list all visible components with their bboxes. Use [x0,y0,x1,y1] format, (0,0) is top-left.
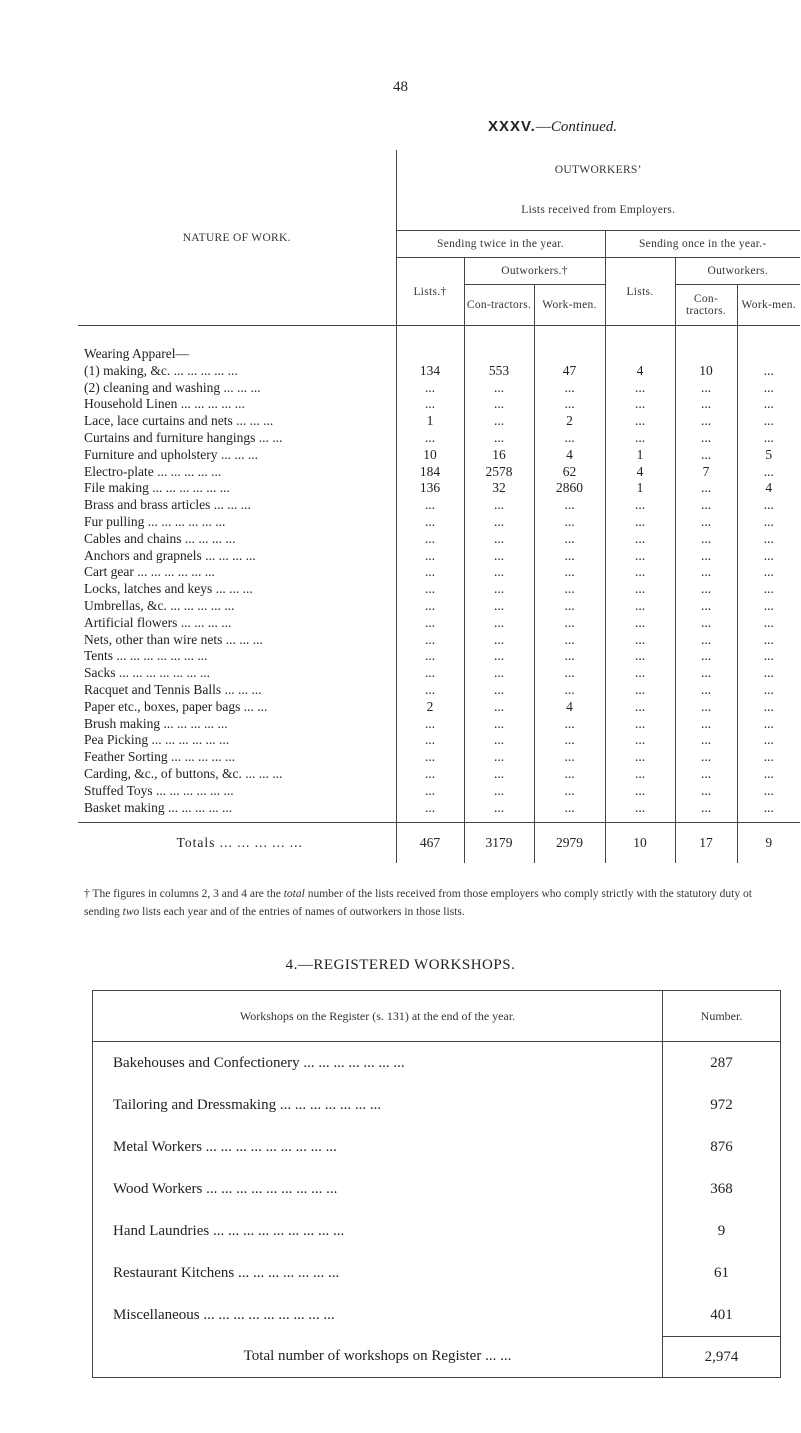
table-row [78,480,800,497]
work-nature-cell: Furniture and upholstery ... ... ... [78,447,396,464]
value-cell: ... [534,732,605,749]
workshop-type-cell: Bakehouses and Confectionery ... ... ... ... ... ... ... [93,1042,663,1085]
table-row [78,699,800,716]
value-cell: ... [763,413,774,429]
workshop-number-cell: 876 [663,1126,781,1168]
totals-cell: 467 [396,823,464,864]
workshop-type-cell: Hand Laundries ... ... ... ... ... ... ... ... ... [93,1210,663,1252]
work-nature-cell: Basket making ... ... ... ... ... [78,800,396,817]
table-row [78,682,800,699]
workshops-total-label: Total number of workshops on Register ... ... [93,1337,663,1378]
totals-cell: 3179 [464,823,534,864]
footnote-text: † The figures in columns 2, 3 and 4 are the [84,888,284,900]
footnote-emphasis: two [122,906,140,918]
value-cell: 10 [396,447,464,464]
value-cell: ... [464,380,534,397]
value-cell: ... [763,782,774,798]
workshops-total-row [93,1337,781,1378]
value-cell: ... [763,379,774,395]
value-cell: ... [464,699,534,716]
value-cell: ... [675,564,737,581]
value-cell: ... [675,648,737,665]
value-cell: ... [763,665,774,681]
value-cell: ... [464,531,534,548]
table-row [78,346,800,363]
table-row [78,413,800,430]
workshop-row [93,1126,781,1168]
once-contractors-header: Con-tractors. [675,285,737,326]
table-row [78,380,800,397]
value-cell: ... [763,648,774,664]
value-cell: ... [605,682,675,699]
value-cell: ... [534,531,605,548]
value-cell: ... [675,480,737,497]
continued-label: Continued. [550,119,618,135]
once-outworkers-header: Outworkers. [675,258,800,285]
value-cell: 4 [534,699,605,716]
work-nature-cell: Umbrellas, &c. ... ... ... ... ... [78,598,396,615]
workshop-number-cell: 401 [663,1294,781,1337]
value-cell: ... [763,581,774,597]
work-nature-cell: Paper etc., boxes, paper bags ... ... [78,699,396,716]
value-cell: ... [675,699,737,716]
value-cell: ... [396,783,464,800]
value-cell: ... [605,632,675,649]
value-cell [675,346,737,363]
work-nature-cell: Pea Picking ... ... ... ... ... ... [78,732,396,749]
value-cell: ... [534,548,605,565]
table-row [78,497,800,514]
workshops-desc-header: Workshops on the Register (s. 131) at the end of the year. [93,991,663,1042]
value-cell: ... [396,800,464,817]
value-cell: ... [534,615,605,632]
value-cell: ... [534,665,605,682]
value-cell: ... [605,548,675,565]
work-nature-cell: Locks, latches and keys ... ... ... [78,581,396,598]
value-cell: ... [396,497,464,514]
work-nature-cell: Tents ... ... ... ... ... ... ... [78,648,396,665]
value-cell: 2 [396,699,464,716]
table-row [78,766,800,783]
value-cell: 16 [464,447,534,464]
value-cell: ... [396,581,464,598]
value-cell: ... [534,380,605,397]
value-cell: 1 [605,447,675,464]
value-cell: ... [396,749,464,766]
work-nature-cell: Brass and brass articles ... ... ... [78,497,396,514]
table-row [78,363,800,380]
value-cell: ... [605,581,675,598]
workshop-row [93,1294,781,1337]
value-cell: ... [763,715,774,731]
value-cell: ... [675,766,737,783]
value-cell: ... [396,716,464,733]
table-row [78,615,800,632]
col-nature-header: NATURE OF WORK. [78,150,396,326]
value-cell: ... [464,564,534,581]
totals-row [78,823,800,864]
work-nature-cell: Nets, other than wire nets ... ... ... [78,632,396,649]
value-cell: ... [605,732,675,749]
value-cell: ... [464,615,534,632]
value-cell: ... [396,766,464,783]
value-cell: 4 [605,363,675,380]
workshop-type-cell: Tailoring and Dressmaking ... ... ... ... ... ... ... [93,1084,663,1126]
value-cell: ... [534,766,605,783]
table-row [78,732,800,749]
outworkers-table-body [78,346,800,816]
value-cell: ... [464,581,534,598]
value-cell: ... [464,682,534,699]
table-row [78,665,800,682]
workshop-row [93,1042,781,1085]
value-cell: ... [763,497,774,513]
value-cell: ... [396,648,464,665]
work-nature-cell: Brush making ... ... ... ... ... [78,716,396,733]
table-row [78,430,800,447]
value-cell: ... [675,581,737,598]
sending-once-header: Sending once in the year.- [605,231,800,258]
lists-received-header: Lists received from Employers. [396,190,800,231]
value-cell: ... [605,800,675,817]
once-workmen-header: Work-men. [737,285,800,326]
table-row [78,648,800,665]
value-cell: ... [763,614,774,630]
page-number: 48 [393,79,408,95]
work-nature-cell: Sacks ... ... ... ... ... ... ... [78,665,396,682]
value-cell: ... [605,430,675,447]
value-cell: ... [605,648,675,665]
value-cell: ... [763,513,774,529]
value-cell: ... [605,783,675,800]
twice-contractors-header: Con-tractors. [464,285,534,326]
value-cell [396,346,464,363]
totals-label: Totals ... ... ... ... ... [78,823,396,864]
value-cell: ... [675,413,737,430]
value-cell: 5 [765,446,773,462]
value-cell: ... [605,716,675,733]
value-cell: ... [534,716,605,733]
table-row [78,396,800,413]
value-cell: ... [534,497,605,514]
value-cell: 2578 [464,464,534,481]
value-cell: 1 [396,413,464,430]
value-cell: 136 [396,480,464,497]
value-cell: ... [396,514,464,531]
table-row [78,581,800,598]
value-cell: ... [464,413,534,430]
value-cell: ... [464,598,534,615]
value-cell: ... [464,497,534,514]
footnote-text: number of the lists received from those employers who comply strictly with the statutory duty ot sending [84,888,752,918]
footnote-emphasis: total [283,888,305,900]
workshop-type-cell: Restaurant Kitchens ... ... ... ... ... ... ... [93,1252,663,1294]
value-cell: 1 [605,480,675,497]
table-row [78,783,800,800]
value-cell: ... [675,783,737,800]
value-cell: ... [605,699,675,716]
continued-heading: XXXV.—Continued. [488,118,618,135]
value-cell: ... [763,362,774,378]
value-cell: ... [534,514,605,531]
workshop-type-cell: Metal Workers ... ... ... ... ... ... ... ... ... [93,1126,663,1168]
value-cell: ... [464,430,534,447]
outworkers-group-header: OUTWORKERS’ [554,164,642,176]
value-cell: ... [675,615,737,632]
value-cell: ... [763,765,774,781]
value-cell: ... [605,497,675,514]
table-row [78,716,800,733]
table-id: XXXV. [488,118,536,135]
twice-outworkers-header: Outworkers.† [464,258,605,285]
work-nature-cell: (1) making, &c. ... ... ... ... ... [78,363,396,380]
value-cell: ... [534,430,605,447]
value-cell: ... [763,429,774,445]
value-cell: ... [605,514,675,531]
workshop-number-cell: 287 [663,1042,781,1085]
value-cell: ... [675,716,737,733]
value-cell: ... [464,783,534,800]
value-cell: ... [534,682,605,699]
value-cell: ... [464,800,534,817]
table-row [78,464,800,481]
workshops-number-header: Number. [663,991,781,1042]
work-nature-cell: Stuffed Toys ... ... ... ... ... ... [78,783,396,800]
value-cell: ... [605,766,675,783]
work-nature-cell: Cart gear ... ... ... ... ... ... [78,564,396,581]
work-nature-cell: (2) cleaning and washing ... ... ... [78,380,396,397]
value-cell: 47 [534,363,605,380]
value-cell: ... [396,632,464,649]
value-cell: ... [534,598,605,615]
table-row [78,749,800,766]
value-cell: ... [396,548,464,565]
twice-lists-header: Lists.† [396,258,464,326]
value-cell: ... [763,547,774,563]
value-cell: ... [675,447,737,464]
value-cell: ... [675,531,737,548]
value-cell: ... [534,632,605,649]
workshop-row [93,1252,781,1294]
totals-cell: 2979 [534,823,605,864]
work-nature-cell: Anchors and grapnels ... ... ... ... [78,548,396,565]
value-cell: ... [464,766,534,783]
value-cell: ... [396,682,464,699]
value-cell: ... [396,564,464,581]
work-nature-cell: Fur pulling ... ... ... ... ... ... [78,514,396,531]
value-cell: ... [763,396,774,412]
value-cell: ... [675,749,737,766]
value-cell: ... [464,716,534,733]
work-nature-cell: Wearing Apparel— [78,346,396,363]
value-cell: ... [675,430,737,447]
value-cell: ... [396,665,464,682]
workshop-number-cell: 61 [663,1252,781,1294]
value-cell: ... [763,631,774,647]
table-row [78,598,800,615]
value-cell: ... [534,396,605,413]
work-nature-cell: Racquet and Tennis Balls ... ... ... [78,682,396,699]
value-cell: 7 [675,464,737,481]
value-cell: ... [605,749,675,766]
value-cell: ... [675,380,737,397]
value-cell: ... [396,430,464,447]
value-cell: ... [763,799,774,815]
work-nature-cell: Electro-plate ... ... ... ... ... [78,464,396,481]
value-cell [737,346,800,363]
value-cell: ... [605,413,675,430]
table-row [78,800,800,817]
value-cell: ... [675,598,737,615]
value-cell: ... [605,531,675,548]
work-nature-cell: File making ... ... ... ... ... ... [78,480,396,497]
value-cell: ... [763,681,774,697]
value-cell: ... [534,749,605,766]
table-row [78,564,800,581]
work-nature-cell: Cables and chains ... ... ... ... [78,531,396,548]
value-cell: ... [396,598,464,615]
value-cell: ... [675,632,737,649]
value-cell: ... [464,514,534,531]
value-cell: ... [534,648,605,665]
value-cell: ... [675,514,737,531]
value-cell: 62 [534,464,605,481]
work-nature-cell: Carding, &c., of buttons, &c. ... ... ... [78,766,396,783]
workshop-row [93,1210,781,1252]
value-cell: ... [605,380,675,397]
table-row [78,447,800,464]
value-cell: 184 [396,464,464,481]
workshop-number-cell: 972 [663,1084,781,1126]
value-cell: ... [464,732,534,749]
table-row [78,632,800,649]
value-cell: ... [763,564,774,580]
value-cell: ... [675,732,737,749]
value-cell: ... [464,648,534,665]
totals-cell: 10 [605,823,675,864]
value-cell: 4 [534,447,605,464]
twice-workmen-header: Work-men. [534,285,605,326]
table-row [78,514,800,531]
value-cell: ... [605,665,675,682]
value-cell: ... [396,380,464,397]
section-title: 4.—REGISTERED WORKSHOPS. [285,957,516,973]
value-cell: ... [605,396,675,413]
table-row [78,531,800,548]
value-cell: ... [534,564,605,581]
workshops-table-body [93,1042,781,1337]
value-cell: 2 [534,413,605,430]
workshop-row [93,1168,781,1210]
workshop-type-cell: Miscellaneous ... ... ... ... ... ... ... ... ... [93,1294,663,1337]
value-cell [464,346,534,363]
value-cell: 4 [605,464,675,481]
work-nature-cell: Household Linen ... ... ... ... ... [78,396,396,413]
value-cell: 134 [396,363,464,380]
value-cell: ... [763,698,774,714]
value-cell: ... [763,597,774,613]
value-cell: ... [675,682,737,699]
value-cell: ... [763,463,774,479]
value-cell [605,346,675,363]
outworkers-table [78,150,800,863]
workshop-row [93,1084,781,1126]
value-cell: ... [605,598,675,615]
value-cell: ... [675,497,737,514]
registered-workshops-table [92,990,781,1378]
work-nature-cell: Artificial flowers ... ... ... ... [78,615,396,632]
work-nature-cell: Feather Sorting ... ... ... ... ... [78,749,396,766]
totals-cell: 9 [737,823,800,864]
value-cell: ... [464,632,534,649]
value-cell: ... [464,749,534,766]
value-cell: ... [763,732,774,748]
value-cell: ... [763,749,774,765]
value-cell: ... [605,564,675,581]
value-cell: ... [464,396,534,413]
once-lists-header: Lists. [605,258,675,326]
workshop-type-cell: Wood Workers ... ... ... ... ... ... ... ... ... [93,1168,663,1210]
value-cell: 2860 [534,480,605,497]
value-cell: ... [675,665,737,682]
totals-cell: 17 [675,823,737,864]
value-cell: ... [396,531,464,548]
value-cell: ... [675,800,737,817]
value-cell: ... [534,800,605,817]
footnote-text: lists each year and of the entries of names of outworkers in those lists. [139,906,465,918]
workshops-total-value: 2,974 [663,1337,781,1378]
value-cell: ... [396,396,464,413]
value-cell: ... [763,530,774,546]
value-cell: ... [464,548,534,565]
workshop-number-cell: 368 [663,1168,781,1210]
table-row [78,548,800,565]
value-cell: ... [396,615,464,632]
workshop-number-cell: 9 [663,1210,781,1252]
value-cell: 4 [765,480,773,496]
work-nature-cell: Curtains and furniture hangings ... ... [78,430,396,447]
value-cell: 553 [464,363,534,380]
value-cell: 32 [464,480,534,497]
value-cell: ... [396,732,464,749]
value-cell: ... [464,665,534,682]
value-cell: ... [675,396,737,413]
sending-twice-header: Sending twice in the year. [396,231,605,258]
value-cell: ... [605,615,675,632]
work-nature-cell: Lace, lace curtains and nets ... ... ... [78,413,396,430]
value-cell: ... [675,548,737,565]
footnote [84,885,774,921]
value-cell: ... [534,783,605,800]
value-cell: ... [534,581,605,598]
value-cell: 10 [675,363,737,380]
value-cell [534,346,605,363]
